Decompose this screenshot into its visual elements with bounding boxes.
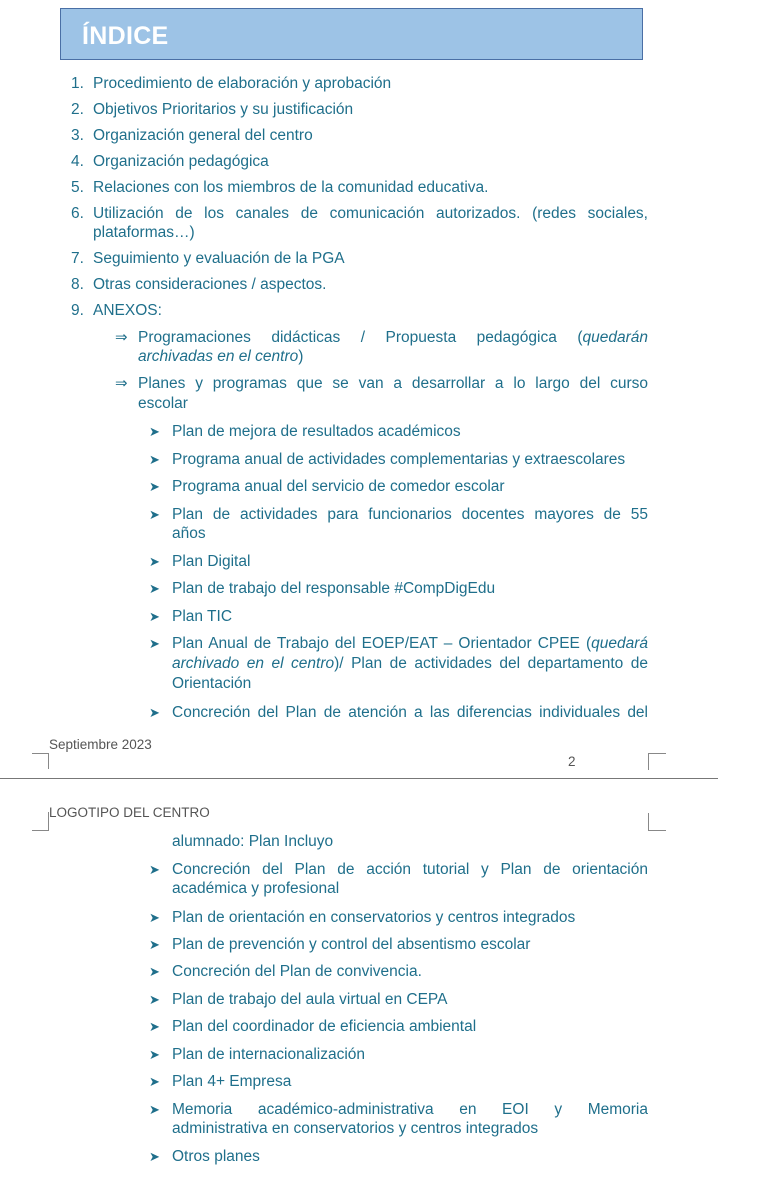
- plan-item-continuation: académica y profesional: [172, 880, 340, 897]
- item-number: 8.: [71, 276, 84, 293]
- bullet-arrow-icon: ➤: [149, 1149, 160, 1164]
- index-item-6-line2: plataformas…): [93, 224, 195, 241]
- bullet-arrow-icon: ➤: [149, 452, 160, 467]
- item-text: ANEXOS:: [93, 302, 162, 319]
- plan-item: Otros planes: [172, 1148, 260, 1165]
- annex-text: Programaciones didácticas / Propuesta pedagógica (: [138, 329, 583, 346]
- bullet-arrow-icon: ➤: [149, 609, 160, 624]
- item-text: Organización pedagógica: [93, 153, 269, 170]
- bullet-arrow-icon: ➤: [149, 992, 160, 1007]
- bullet-arrow-icon: ➤: [149, 1074, 160, 1089]
- item-text: Relaciones con los miembros de la comunidad educativa.: [93, 179, 489, 196]
- plan-italic: quedará: [591, 635, 648, 652]
- annex-planes-line2: escolar: [138, 395, 188, 412]
- bullet-arrow-icon: ➤: [149, 862, 160, 877]
- bullet-arrow-icon: ➤: [149, 554, 160, 569]
- item-number: 3.: [71, 127, 84, 144]
- crop-mark: [648, 753, 649, 770]
- annex-italic: quedarán: [582, 329, 648, 346]
- item-text: Objetivos Prioritarios y su justificación: [93, 101, 354, 118]
- bullet-arrow-icon: ➤: [149, 937, 160, 952]
- plan-item: Plan de actividades para funcionarios docentes mayores de 55: [172, 506, 648, 523]
- item-text: Procedimiento de elaboración y aprobación: [93, 75, 392, 92]
- page-number: 2: [568, 754, 576, 769]
- plan-text: Plan Anual de Trabajo del EOEP/EAT – Orientador CPEE (: [172, 635, 592, 652]
- plan-item-continuation: alumnado: Plan Incluyo: [172, 833, 334, 850]
- plan-item: Plan de orientación en conservatorios y centros integrados: [172, 909, 576, 926]
- bullet-arrow-icon: ➤: [149, 581, 160, 596]
- item-number: 7.: [71, 250, 84, 267]
- crop-mark: [648, 813, 649, 830]
- crop-mark: [648, 830, 666, 831]
- annex-programaciones-line1: [138, 328, 648, 348]
- plan-item: Plan de trabajo del responsable #CompDigEdu: [172, 580, 496, 597]
- plan-item: Programa anual del servicio de comedor escolar: [172, 478, 505, 495]
- index-title: ÍNDICE: [82, 22, 169, 50]
- annex-planes-line1: Planes y programas que se van a desarrollar a lo largo del curso: [138, 375, 648, 392]
- crop-mark: [48, 753, 49, 769]
- plan-item-continuation: Orientación: [172, 675, 252, 692]
- plan-italic: archivado en el centro: [172, 655, 335, 672]
- bullet-arrow-icon: ➤: [149, 479, 160, 494]
- plan-item: Plan 4+ Empresa: [172, 1073, 292, 1090]
- item-text: Organización general del centro: [93, 127, 313, 144]
- bullet-arrow-icon: ➤: [149, 964, 160, 979]
- plan-item: Plan de mejora de resultados académicos: [172, 423, 461, 440]
- crop-mark: [32, 830, 49, 831]
- bullet-arrow-icon: ➤: [149, 1019, 160, 1034]
- plan-item: Memoria académico-administrativa en EOI y Memoria: [172, 1101, 648, 1118]
- item-number: 5.: [71, 179, 84, 196]
- plan-item-continuation: [172, 654, 648, 674]
- index-title-box: [60, 8, 643, 60]
- plan-item: Plan de prevención y control del absentismo escolar: [172, 936, 531, 953]
- plan-item: Plan Digital: [172, 553, 251, 570]
- plan-item-continuation: años: [172, 525, 206, 542]
- plan-item-continuation: administrativa en conservatorios y centros integrados: [172, 1120, 539, 1137]
- plan-item: Plan del coordinador de eficiencia ambiental: [172, 1018, 477, 1035]
- plan-item: [172, 634, 648, 654]
- plan-item: Concreción del Plan de atención a las diferencias individuales del: [172, 704, 648, 721]
- item-number: 1.: [71, 75, 84, 92]
- plan-item: Concreción del Plan de acción tutorial y Plan de orientación: [172, 861, 648, 878]
- crop-mark: [48, 812, 49, 830]
- bullet-arrow-icon: ➤: [149, 705, 160, 720]
- double-arrow-icon: ⇒: [115, 329, 128, 346]
- plan-item: Concreción del Plan de convivencia.: [172, 963, 422, 980]
- bullet-arrow-icon: ➤: [149, 636, 160, 651]
- double-arrow-icon: ⇒: [115, 375, 128, 392]
- plan-item: Plan TIC: [172, 608, 233, 625]
- footer-date: Septiembre 2023: [49, 737, 152, 752]
- crop-mark: [32, 753, 48, 754]
- crop-mark: [648, 753, 666, 754]
- item-text: Seguimiento y evaluación de la PGA: [93, 250, 345, 267]
- logo-placeholder: LOGOTIPO DEL CENTRO: [49, 805, 210, 820]
- item-number: 2.: [71, 101, 84, 118]
- page-separator: [0, 778, 718, 779]
- annex-programaciones-line2: [138, 347, 303, 367]
- item-number: 6.: [71, 205, 84, 222]
- bullet-arrow-icon: ➤: [149, 910, 160, 925]
- plan-item: Plan de internacionalización: [172, 1046, 366, 1063]
- bullet-arrow-icon: ➤: [149, 1047, 160, 1062]
- plan-text: )/ Plan de actividades del departamento de: [334, 655, 648, 672]
- item-number: 4.: [71, 153, 84, 170]
- annex-text: ): [298, 348, 304, 365]
- bullet-arrow-icon: ➤: [149, 507, 160, 522]
- annex-italic: archivadas en el centro: [138, 348, 299, 365]
- plan-item: Plan de trabajo del aula virtual en CEPA: [172, 991, 448, 1008]
- index-item-6-line1: Utilización de los canales de comunicación autorizados. (redes sociales,: [93, 205, 648, 222]
- bullet-arrow-icon: ➤: [149, 424, 160, 439]
- plan-item: Programa anual de actividades complementarias y extraescolares: [172, 451, 626, 468]
- bullet-arrow-icon: ➤: [149, 1102, 160, 1117]
- item-number: 9.: [71, 302, 84, 319]
- item-text: Otras consideraciones / aspectos.: [93, 276, 327, 293]
